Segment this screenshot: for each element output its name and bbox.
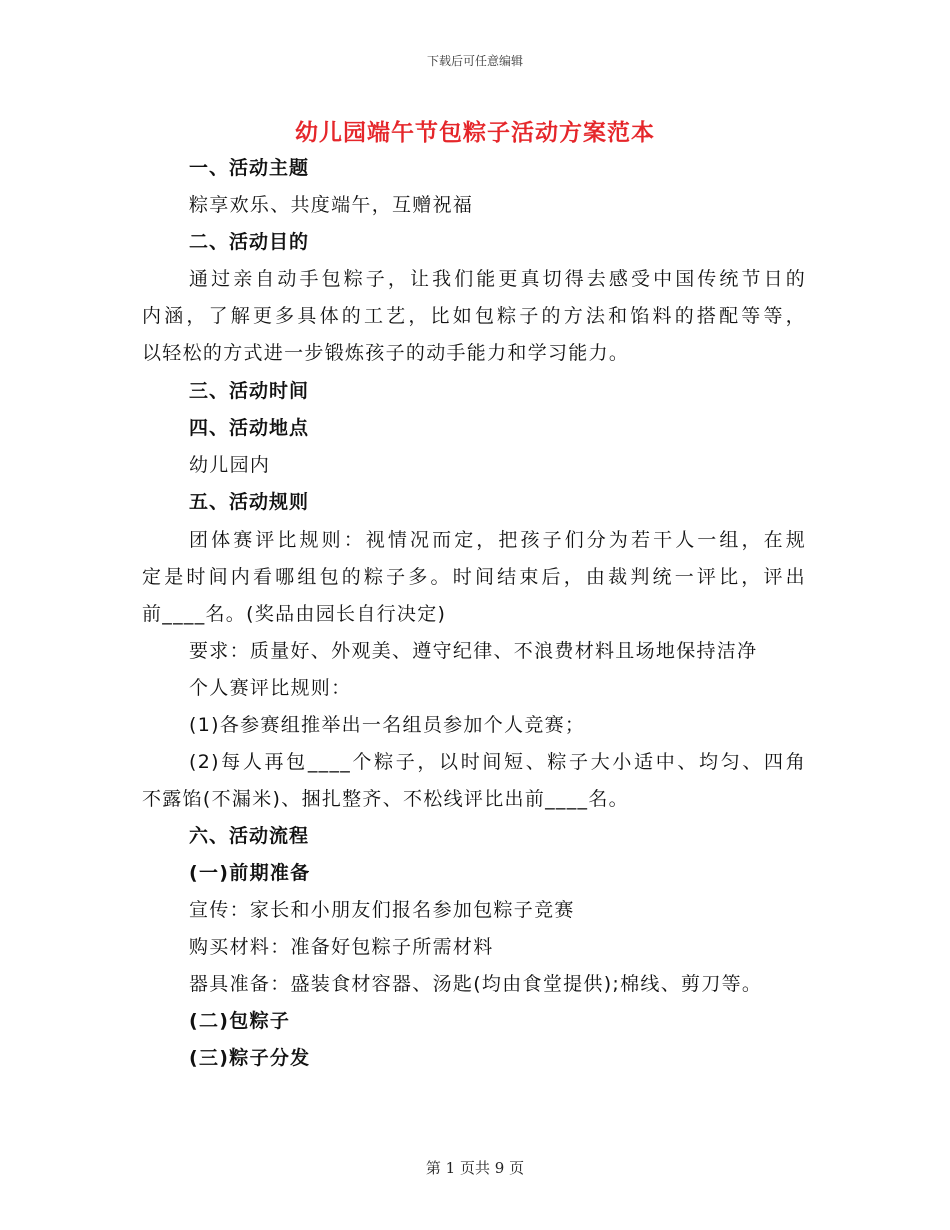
paragraph-line: 个人赛评比规则： <box>189 677 352 699</box>
subheading-preparation: (一)前期准备 <box>189 862 311 884</box>
paragraph-line: 团体赛评比规则：视情况而定，把孩子们分为若干人一组，在规 <box>189 529 806 551</box>
paragraph-line: 前____名。(奖品由园长自行决定) <box>142 603 447 625</box>
list-item: (2)每人再包____个粽子，以时间短、粽子大小适中、均匀、四角 <box>189 751 806 773</box>
paragraph-line: 通过亲自动手包粽子，让我们能更真切得去感受中国传统节日的 <box>189 268 806 290</box>
page-footer: 第 1 页共 9 页 <box>425 1159 525 1177</box>
paragraph-line: 器具准备：盛装食材容器、汤匙(均由食堂提供);棉线、剪刀等。 <box>189 973 763 995</box>
paragraph-line: 幼儿园内 <box>189 454 271 476</box>
subheading-distribution: (三)粽子分发 <box>189 1047 311 1069</box>
document-title: 幼儿园端午节包粽子活动方案范本 <box>295 120 655 146</box>
section-heading-purpose: 二、活动目的 <box>189 231 310 253</box>
paragraph-line: 要求：质量好、外观美、遵守纪律、不浪费材料且场地保持洁净 <box>189 640 758 662</box>
section-heading-rules: 五、活动规则 <box>189 491 310 513</box>
paragraph-line: 不露馅(不漏米)、捆扎整齐、不松线评比出前____名。 <box>142 788 629 810</box>
paragraph-line: 购买材料：准备好包粽子所需材料 <box>189 936 494 958</box>
list-item: (1)各参赛组推举出一名组员参加个人竞赛； <box>189 714 586 736</box>
section-heading-time: 三、活动时间 <box>189 380 310 402</box>
paragraph-line: 定是时间内看哪组包的粽子多。时间结束后，由裁判统一评比，评出 <box>142 566 806 588</box>
paragraph-line: 宣传：家长和小朋友们报名参加包粽子竞赛 <box>189 899 575 921</box>
header-note: 下载后可任意编辑 <box>426 54 523 68</box>
subheading-wrapping: (二)包粽子 <box>189 1010 291 1032</box>
paragraph-line: 内涵，了解更多具体的工艺，比如包粽子的方法和馅料的搭配等等， <box>142 305 806 327</box>
paragraph-line: 以轻松的方式进一步锻炼孩子的动手能力和学习能力。 <box>142 342 630 364</box>
section-heading-process: 六、活动流程 <box>189 825 310 847</box>
section-heading-location: 四、活动地点 <box>189 417 310 439</box>
paragraph-line: 粽享欢乐、共度端午，互赠祝福 <box>189 194 474 216</box>
section-heading-theme: 一、活动主题 <box>189 157 310 179</box>
